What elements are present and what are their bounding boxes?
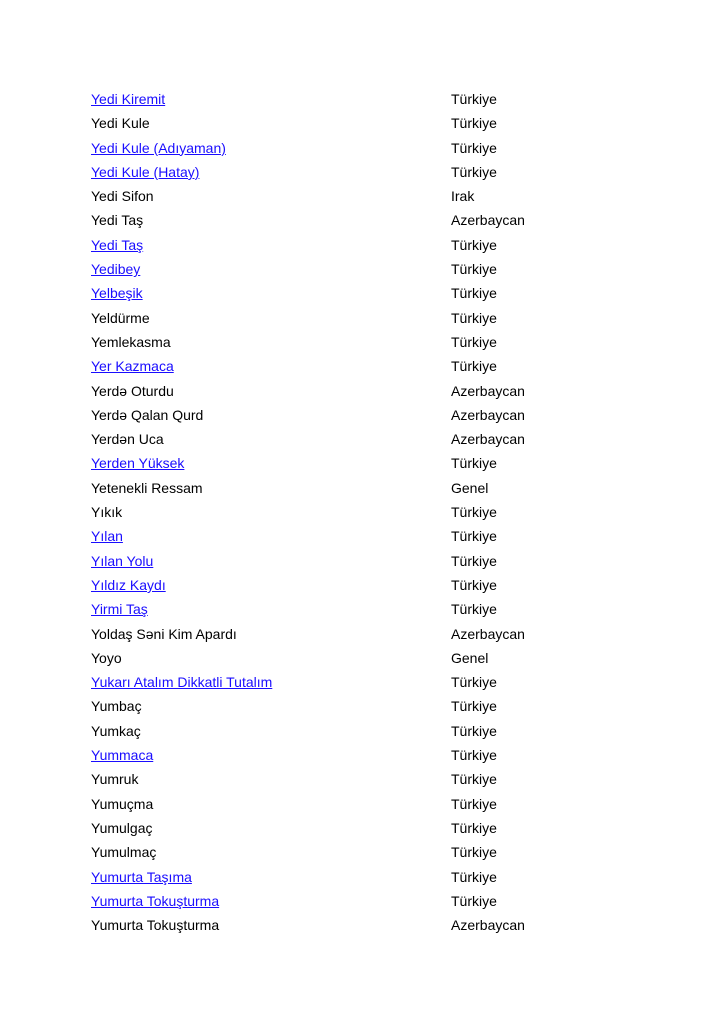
game-name-link[interactable]: Yedibey xyxy=(91,261,141,278)
country-label: Türkiye xyxy=(451,771,497,788)
table-row xyxy=(91,840,651,864)
game-name: Yumulgaç xyxy=(91,819,153,836)
table-row xyxy=(91,160,651,184)
game-name-link[interactable]: Yummaca xyxy=(91,747,154,764)
game-name: Yetenekli Ressam xyxy=(91,479,203,496)
country-label: Türkiye xyxy=(451,722,497,739)
country-label: Türkiye xyxy=(451,698,497,715)
country-label: Türkiye xyxy=(451,528,497,545)
game-name: Yumkaç xyxy=(91,722,141,739)
country-label: Türkiye xyxy=(451,844,497,861)
country-label: Türkiye xyxy=(451,795,497,812)
game-name-link[interactable]: Yumurta Taşıma xyxy=(91,868,192,885)
table-row xyxy=(91,573,651,597)
country-label: Türkiye xyxy=(451,819,497,836)
game-name: Yemlekasma xyxy=(91,333,171,350)
country-label: Azerbaycan xyxy=(451,625,525,642)
table-row xyxy=(91,87,651,111)
game-name-link[interactable]: Yumurta Tokuşturma xyxy=(91,892,220,909)
country-label: Türkiye xyxy=(451,576,497,593)
game-name: Yumruk xyxy=(91,771,139,788)
table-row xyxy=(91,816,651,840)
table-row xyxy=(91,694,651,718)
game-name-link[interactable]: Yılan xyxy=(91,528,123,545)
country-label: Türkiye xyxy=(451,261,497,278)
table-row xyxy=(91,476,651,500)
table-row xyxy=(91,427,651,451)
table-row xyxy=(91,913,651,937)
game-name-link[interactable]: Yukarı Atalım Dikkatli Tutalım xyxy=(91,674,273,691)
country-label: Türkiye xyxy=(451,91,497,107)
country-label: Türkiye xyxy=(451,892,497,909)
table-row xyxy=(91,622,651,646)
country-label: Türkiye xyxy=(451,455,497,472)
game-name: Yoldaş Səni Kim Apardı xyxy=(91,625,237,642)
country-label: Irak xyxy=(451,188,475,205)
country-label: Türkiye xyxy=(451,285,497,302)
table-row xyxy=(91,646,651,670)
country-label: Azerbaycan xyxy=(451,406,525,423)
table-row xyxy=(91,767,651,791)
table-row xyxy=(91,330,651,354)
table-row xyxy=(91,111,651,135)
game-name-link[interactable]: Yelbeşik xyxy=(91,285,143,302)
game-name: Yedi Kule xyxy=(91,115,150,132)
table-row xyxy=(91,743,651,767)
table-row xyxy=(91,233,651,257)
country-label: Azerbaycan xyxy=(451,431,525,448)
table-row xyxy=(91,403,651,427)
game-name-link[interactable]: Yedi Kiremit xyxy=(91,91,166,107)
game-name-link[interactable]: Yedi Kule (Adıyaman) xyxy=(91,139,226,156)
table-row xyxy=(91,184,651,208)
table-row xyxy=(91,719,651,743)
game-name: Yerdən Uca xyxy=(91,431,164,448)
game-name: Yumuçma xyxy=(91,795,154,812)
game-name-link[interactable]: Yılan Yolu xyxy=(91,552,154,569)
game-name: Yumulmaç xyxy=(91,844,157,861)
table-row xyxy=(91,379,651,403)
game-name: Yumurta Tokuşturma xyxy=(91,917,220,934)
table-row xyxy=(91,865,651,889)
country-label: Türkiye xyxy=(451,747,497,764)
table-row xyxy=(91,500,651,524)
table-row xyxy=(91,524,651,548)
country-label: Türkiye xyxy=(451,504,497,521)
table-row xyxy=(91,792,651,816)
table-row xyxy=(91,889,651,913)
country-label: Türkiye xyxy=(451,139,497,156)
table-row xyxy=(91,670,651,694)
country-label: Türkiye xyxy=(451,163,497,180)
table-row xyxy=(91,597,651,621)
country-label: Türkiye xyxy=(451,236,497,253)
country-label: Türkiye xyxy=(451,601,497,618)
game-name: Yerdə Qalan Qurd xyxy=(91,406,204,423)
table-row xyxy=(91,451,651,475)
game-name: Yumbaç xyxy=(91,698,142,715)
country-label: Azerbaycan xyxy=(451,917,525,934)
game-name-link[interactable]: Yer Kazmaca xyxy=(91,358,174,375)
country-label: Türkiye xyxy=(451,358,497,375)
country-label: Türkiye xyxy=(451,333,497,350)
game-name: Yıkık xyxy=(91,504,123,521)
game-name: Yedi Taş xyxy=(91,212,144,229)
table-row xyxy=(91,549,651,573)
game-name: Yerdə Oturdu xyxy=(91,382,174,399)
country-label: Genel xyxy=(451,479,489,496)
game-name: Yoyo xyxy=(91,649,122,666)
country-label: Azerbaycan xyxy=(451,212,525,229)
country-label: Türkiye xyxy=(451,552,497,569)
game-name-link[interactable]: Yerden Yüksek xyxy=(91,455,185,472)
game-name-link[interactable]: Yedi Kule (Hatay) xyxy=(91,163,200,180)
country-label: Türkiye xyxy=(451,674,497,691)
game-name-link[interactable]: Yirmi Taş xyxy=(91,601,148,618)
table-row xyxy=(91,136,651,160)
country-label: Genel xyxy=(451,649,489,666)
game-name: Yedi Sifon xyxy=(91,188,154,205)
game-name-link[interactable]: Yıldız Kaydı xyxy=(91,576,166,593)
country-label: Azerbaycan xyxy=(451,382,525,399)
country-label: Türkiye xyxy=(451,868,497,885)
country-label: Türkiye xyxy=(451,115,497,132)
game-list-table xyxy=(91,87,651,937)
table-row xyxy=(91,281,651,305)
table-row xyxy=(91,306,651,330)
game-name: Yeldürme xyxy=(91,309,150,326)
game-name-link[interactable]: Yedi Taş xyxy=(91,236,144,253)
table-row xyxy=(91,354,651,378)
table-row xyxy=(91,257,651,281)
country-label: Türkiye xyxy=(451,309,497,326)
table-row xyxy=(91,208,651,232)
